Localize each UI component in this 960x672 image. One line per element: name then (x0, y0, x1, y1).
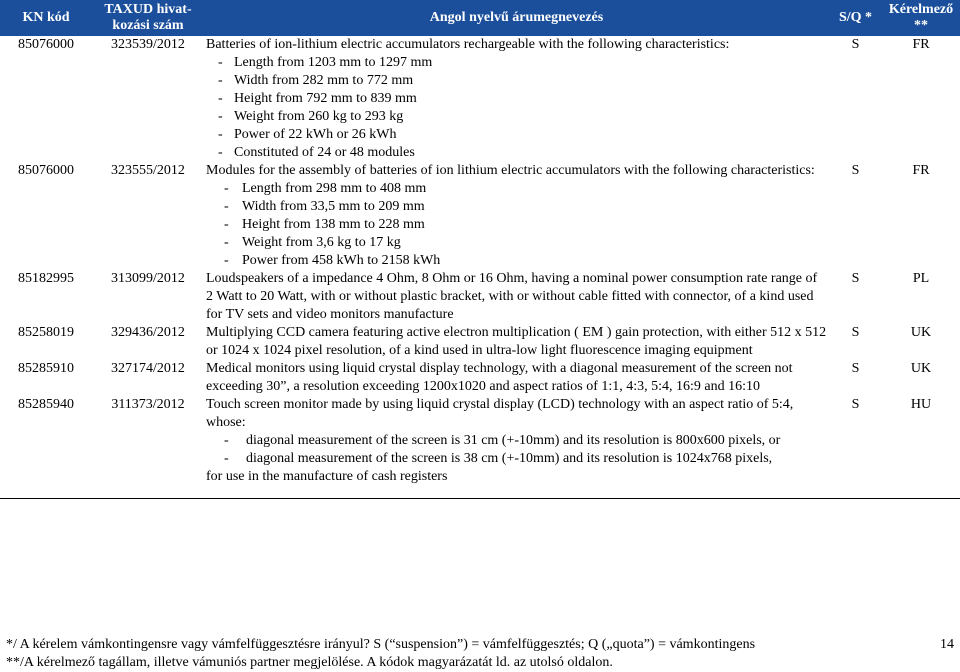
table-end-cell (0, 486, 92, 498)
table-row (0, 36, 960, 162)
sq-value: S (851, 37, 860, 52)
spec-item: - Length from 298 mm to 408 mm (206, 180, 827, 198)
header-applicant: Kérelmező ** (882, 0, 960, 36)
spec-item: - diagonal measurement of the screen is 38 cm (+-10mm) and its resolution is 1024x768 pixels, (206, 450, 827, 468)
description (204, 396, 829, 486)
description (204, 324, 829, 360)
spec-list (206, 54, 827, 162)
header-taxud-ref: TAXUD hivat-kozási szám (92, 0, 204, 36)
description-text: Modules for the assembly of batteries of ion lithium electric accumulators with the following characteristics: (206, 163, 815, 178)
spec-item: - diagonal measurement of the screen is 31 cm (+-10mm) and its resolution is 800x600 pixels, or (206, 432, 827, 450)
table-row (0, 360, 960, 396)
spec-item: - Width from 33,5 mm to 209 mm (206, 198, 827, 216)
spec-item: - Height from 138 mm to 228 mm (206, 216, 827, 234)
kn-code: 85285940 (18, 397, 74, 412)
description-text: Touch screen monitor made by using liquid crystal display (LCD) technology with an aspect ratio of 5:4, whose: (206, 397, 794, 430)
sq-value: S (851, 397, 860, 412)
description (204, 36, 829, 162)
table-end-cell (204, 486, 829, 498)
table-end-cell (882, 486, 960, 498)
kn-code: 85285910 (18, 361, 74, 376)
footnote-sq: */ A kérelem vámkontingensre vagy vámfelfüggesztésre irányul? S (“suspension”) = vámfelfüggesztés; Q („quota”) = vámkontingens (6, 637, 756, 652)
kn-code: 85258019 (18, 325, 74, 340)
table-row (0, 396, 960, 486)
applicant-value: PL (912, 271, 930, 286)
table-row (0, 270, 960, 324)
description-text: Loudspeakers of a impedance 4 Ohm, 8 Ohm or 16 Ohm, having a nominal power consumption rate range of 2 Watt to 20 Watt, with or without plastic bracket, with or without cable fitted with connector, of a kind used for TV sets and video monitors manufacture (206, 271, 818, 322)
spec-item: - Length from 1203 mm to 1297 mm (206, 54, 827, 72)
spec-item: - Weight from 3,6 kg to 17 kg (206, 234, 827, 252)
taxud-ref: 311373/2012 (111, 397, 185, 412)
spec-item: - Width from 282 mm to 772 mm (206, 72, 827, 90)
table-end-cell (829, 486, 882, 498)
applicant-value: UK (910, 361, 932, 376)
sq-value: S (851, 325, 860, 340)
page-number: 14 (940, 637, 954, 652)
taxud-ref: 313099/2012 (111, 271, 185, 286)
spec-item: - Constituted of 24 or 48 modules (206, 144, 827, 162)
sq-value: S (851, 271, 860, 286)
table-row (0, 324, 960, 360)
sq-value: S (851, 163, 860, 178)
description-text: Multiplying CCD camera featuring active electron multiplication ( EM ) gain protection, with either 512 x 512 or 1024 x 1024 pixel resolution, of a kind used in ultra-low light fluorescence imaging equipment (206, 325, 827, 358)
description (204, 162, 829, 270)
spec-list (206, 432, 827, 468)
description-text: Medical monitors using liquid crystal display technology, with a diagonal measurement of the screen not exceeding 30”, a resolution exceeding 1200x1020 and aspect ratios of 1:1, 4:3, 5:4, 16:9 and 16:10 (206, 361, 793, 394)
table-end-row (0, 486, 960, 498)
applicant-value: FR (912, 163, 930, 178)
taxud-ref: 327174/2012 (111, 361, 185, 376)
table-header-row (0, 0, 960, 36)
header-sq: S/Q * (829, 0, 882, 36)
description (204, 360, 829, 396)
applicant-value: FR (912, 37, 930, 52)
spec-item: - Power from 458 kWh to 2158 kWh (206, 252, 827, 270)
kn-code: 85182995 (18, 271, 74, 286)
description-tail: for use in the manufacture of cash registers (206, 469, 448, 484)
header-kn-code: KN kód (0, 0, 92, 36)
header-description: Angol nyelvű árumegnevezés (204, 0, 829, 36)
footnote-applicant: **/A kérelmező tagállam, illetve vámuniós partner megjelölése. A kódok magyarázatát ld. az utolsó oldalon. (6, 655, 613, 670)
spec-item: - Height from 792 mm to 839 mm (206, 90, 827, 108)
spec-item: - Power of 22 kWh or 26 kWh (206, 126, 827, 144)
applicant-value: UK (910, 325, 932, 340)
taxud-ref: 323555/2012 (111, 163, 185, 178)
table-end-cell (92, 486, 204, 498)
table-row (0, 162, 960, 270)
kn-code: 85076000 (18, 37, 74, 52)
description-text: Batteries of ion-lithium electric accumulators rechargeable with the following characteristics: (206, 37, 730, 52)
spec-list (206, 180, 827, 270)
description (204, 270, 829, 324)
taxud-ref: 323539/2012 (111, 37, 185, 52)
sq-value: S (851, 361, 860, 376)
taxud-ref: 329436/2012 (111, 325, 185, 340)
spec-item: - Weight from 260 kg to 293 kg (206, 108, 827, 126)
kn-code: 85076000 (18, 163, 74, 178)
applicant-value: HU (910, 397, 932, 412)
